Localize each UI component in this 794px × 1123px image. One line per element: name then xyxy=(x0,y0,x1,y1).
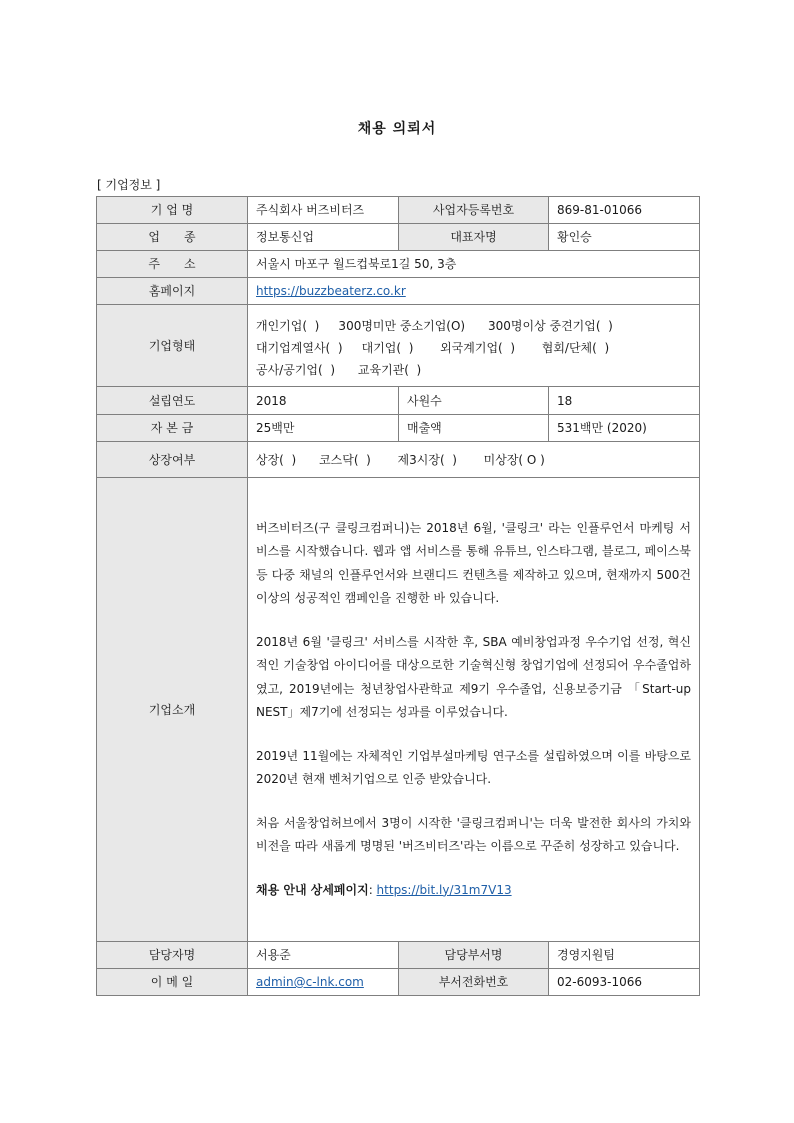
manager-label: 담당자명 xyxy=(97,942,248,969)
listing-value: 상장( ) 코스닥( ) 제3시장( ) 미상장( O ) xyxy=(248,442,700,478)
email-link[interactable]: admin@c-lnk.com xyxy=(256,975,364,989)
manager-value: 서용준 xyxy=(248,942,399,969)
intro-paragraph-4: 처음 서울창업허브에서 3명이 시작한 '클링크컴퍼니'는 더욱 발전한 회사의 가치와 비전을 따라 새롭게 명명된 '버즈비터즈'라는 이름으로 꾸준히 성장하고 있습니다. xyxy=(256,815,691,854)
email-label: 이 메 일 xyxy=(97,969,248,996)
row-capital xyxy=(97,415,700,442)
revenue-value: 531백만 (2020) xyxy=(549,415,700,442)
company-name-label: 기 업 명 xyxy=(97,197,248,224)
row-company xyxy=(97,197,700,224)
address-label: 주 소 xyxy=(97,251,248,278)
capital-label: 자 본 금 xyxy=(97,415,248,442)
row-intro xyxy=(97,478,700,942)
section-label-company-info: [ 기업정보 ] xyxy=(97,178,161,192)
intro-content xyxy=(248,478,700,942)
business-reg-value: 869-81-01066 xyxy=(549,197,700,224)
employees-value: 18 xyxy=(549,387,700,415)
company-name-value: 주식회사 버즈비터즈 xyxy=(248,197,399,224)
row-listing xyxy=(97,442,700,478)
recruit-detail-line xyxy=(256,879,691,903)
row-founded xyxy=(97,387,700,415)
business-reg-label: 사업자등록번호 xyxy=(399,197,549,224)
company-type-line-1: 개인기업( ) 300명미만 중소기업(O) 300명이상 중견기업( ) xyxy=(256,318,613,333)
recruit-detail-label: 채용 안내 상세페이지 xyxy=(256,882,369,897)
row-company-type xyxy=(97,305,700,387)
homepage-cell xyxy=(248,278,700,305)
listing-label: 상장여부 xyxy=(97,442,248,478)
department-label: 담당부서명 xyxy=(399,942,549,969)
company-info-table xyxy=(96,196,700,996)
industry-value: 정보통신업 xyxy=(248,224,399,251)
company-type-options xyxy=(248,305,700,387)
email-cell xyxy=(248,969,399,996)
row-homepage xyxy=(97,278,700,305)
homepage-label: 홈페이지 xyxy=(97,278,248,305)
row-manager xyxy=(97,942,700,969)
recruit-detail-colon: : xyxy=(368,882,377,897)
ceo-label: 대표자명 xyxy=(399,224,549,251)
department-phone-value: 02-6093-1066 xyxy=(549,969,700,996)
row-email xyxy=(97,969,700,996)
intro-paragraph-3: 2019년 11월에는 자체적인 기업부설마케팅 연구소를 설립하였으며 이를 바탕으로 2020년 현재 벤처기업으로 인증 받았습니다. xyxy=(256,748,691,787)
address-value: 서울시 마포구 월드컵북로1길 50, 3층 xyxy=(248,251,700,278)
row-address xyxy=(97,251,700,278)
department-value: 경영지원팀 xyxy=(549,942,700,969)
recruit-detail-link[interactable]: https://bit.ly/31m7V13 xyxy=(376,882,512,897)
company-type-line-3: 공사/공기업( ) 교육기관( ) xyxy=(256,362,422,377)
row-industry xyxy=(97,224,700,251)
industry-label: 업 종 xyxy=(97,224,248,251)
founded-value: 2018 xyxy=(248,387,399,415)
ceo-value: 황인승 xyxy=(549,224,700,251)
intro-label: 기업소개 xyxy=(97,478,248,942)
company-type-label: 기업형태 xyxy=(97,305,248,387)
department-phone-label: 부서전화번호 xyxy=(399,969,549,996)
employees-label: 사원수 xyxy=(399,387,549,415)
company-type-line-2: 대기업계열사( ) 대기업( ) 외국계기업( ) 협회/단체( ) xyxy=(256,340,610,355)
capital-value: 25백만 xyxy=(248,415,399,442)
intro-paragraph-1: 버즈비터즈(구 클링크컴퍼니)는 2018년 6월, '클링크' 라는 인플루언서 마케팅 서비스를 시작했습니다. 웹과 앱 서비스를 통해 유튜브, 인스타그램, 블로그, 페이스북 등 다중 채널의 인플루언서와 브랜디드 컨텐츠를 제작하고 있으며, 현재까지 500건 이상의 성공적인 캠페인을 진행한 바 있습니다. xyxy=(256,520,691,606)
document-title: 채용 의뢰서 xyxy=(357,121,437,137)
founded-label: 설립연도 xyxy=(97,387,248,415)
intro-paragraph-2: 2018년 6월 '클링크' 서비스를 시작한 후, SBA 예비창업과정 우수기업 선정, 혁신적인 기술창업 아이디어를 대상으로한 기술혁신형 창업기업에 선정되어 우수졸업하였고, 2019년에는 청년창업사관학교 제9기 우수졸업, 신용보증기금 「Start-up NEST」제7기에 선정되는 성과를 이루었습니다. xyxy=(256,634,691,720)
homepage-link[interactable]: https://buzzbeaterz.co.kr xyxy=(256,284,406,298)
revenue-label: 매출액 xyxy=(399,415,549,442)
